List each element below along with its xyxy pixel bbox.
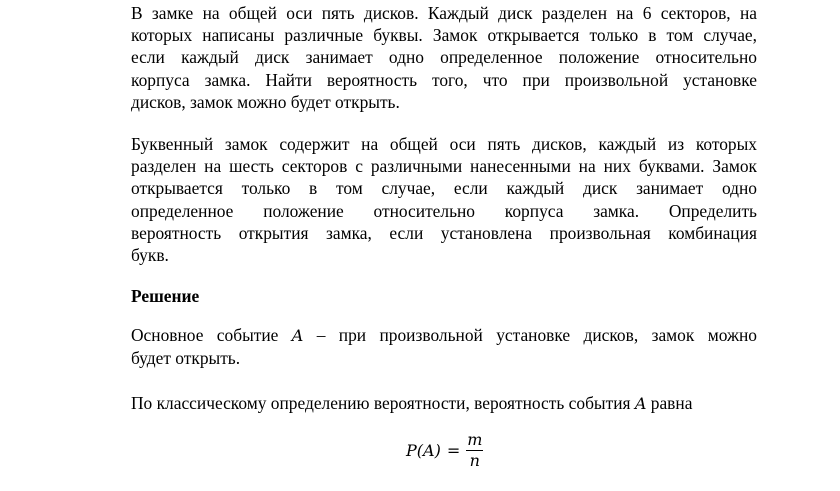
probability-formula xyxy=(406,428,483,472)
formula-equals: = xyxy=(446,440,461,460)
text-line: если каждый диск занимает одно определенное положение относительно xyxy=(131,47,757,68)
event-variable: A xyxy=(634,394,647,413)
formula-lhs: P(A) xyxy=(406,440,441,460)
formula-fraction xyxy=(466,431,483,470)
text-line: будет открыть. xyxy=(131,348,241,369)
text-line: Буквенный замок содержит на общей оси пять дисков, каждый из которых xyxy=(131,134,757,154)
classic-definition xyxy=(131,392,757,415)
text-segment: По классическому определению вероятности, вероятность события xyxy=(131,393,635,413)
text-line: которых написаны различные буквы. Замок открывается только в том случае, xyxy=(131,25,757,46)
formula-denominator: n xyxy=(469,450,480,470)
text-segment: равна xyxy=(646,393,693,413)
text-line: корпуса замка. Найти вероятность того, что при произвольной установке xyxy=(131,69,757,90)
solution-heading: Решение xyxy=(131,286,200,306)
text-line: открывается только в том случае, если каждый диск занимает одно xyxy=(131,178,757,199)
problem-statement-2 xyxy=(131,133,757,266)
text-line: букв. xyxy=(131,245,169,266)
text-segment: – при произвольной установке дисков, замок можно xyxy=(303,325,757,345)
text-line: вероятность открытия замка, если установлена произвольная комбинация xyxy=(131,222,757,243)
event-definition xyxy=(131,324,757,369)
text-line: разделен на шесть секторов с различными нанесенными на них буквами. Замок xyxy=(131,156,757,177)
text-line: дисков, замок можно будет открыть. xyxy=(131,91,400,112)
text-segment: Основное событие xyxy=(131,325,292,345)
text-line: В замке на общей оси пять дисков. Каждый диск разделен на 6 секторов, на xyxy=(131,3,757,23)
problem-statement-1 xyxy=(131,2,757,113)
text-line: определенное положение относительно корпуса замка. Определить xyxy=(131,200,757,221)
text-line xyxy=(131,324,757,347)
event-variable: A xyxy=(291,326,304,345)
formula-numerator: m xyxy=(467,429,483,449)
